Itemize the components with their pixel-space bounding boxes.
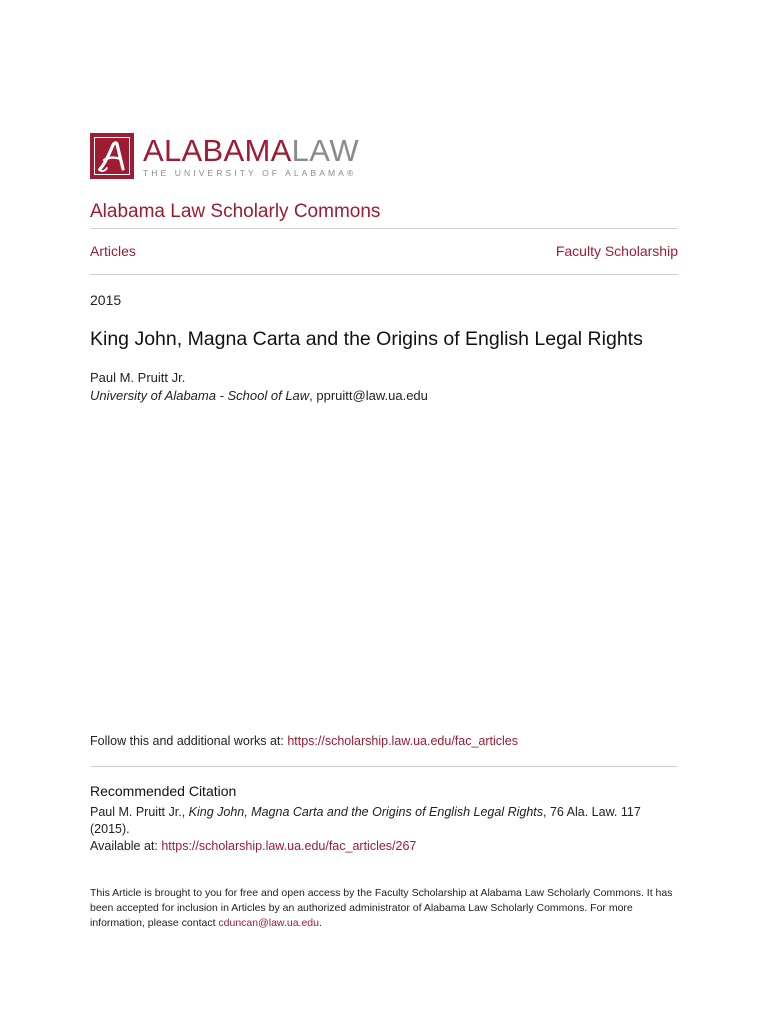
author-name: Paul M. Pruitt Jr.	[90, 370, 186, 385]
citation-title: King John, Magna Carta and the Origins of English Legal Rights	[188, 805, 544, 819]
citation-source: , 76 Ala. Law. 117 (2015).	[90, 805, 641, 836]
repository-name-link[interactable]: Alabama Law Scholarly Commons	[90, 201, 381, 222]
script-a-icon	[90, 133, 134, 179]
author-affiliation	[90, 388, 428, 403]
available-at-label: Available at:	[90, 839, 162, 853]
breadcrumb-faculty-scholarship-link[interactable]: Faculty Scholarship	[555, 243, 678, 259]
follow-text: Follow this and additional works at:	[90, 734, 288, 748]
access-notice	[90, 886, 680, 931]
citation-author: Paul M. Pruitt Jr.,	[90, 805, 189, 819]
logo-subtitle: THE UNIVERSITY OF ALABAMA®	[143, 168, 357, 178]
contact-email-link[interactable]: cduncan@law.ua.edu	[218, 917, 319, 929]
access-notice-end: .	[318, 917, 322, 929]
divider	[90, 766, 678, 767]
recommended-citation-heading: Recommended Citation	[90, 783, 237, 799]
breadcrumb-articles-link[interactable]: Articles	[90, 243, 136, 259]
publication-year: 2015	[90, 292, 122, 308]
citation-block	[90, 804, 680, 855]
logo-word-alabama: ALABAMA	[143, 133, 292, 168]
follow-url-link[interactable]: https://scholarship.law.ua.edu/fac_articles	[287, 734, 519, 748]
article-title: King John, Magna Carta and the Origins of English Legal Rights	[90, 328, 643, 350]
follow-line	[90, 734, 518, 748]
access-notice-text: This Article is brought to you for free and open access by the Faculty Scholarship at Alabama Law Scholarly Commons. It has been accepted for inclusion in Articles by an authorized administrator of Alabama Law Scholarly Commons. For more information, please contact	[90, 887, 673, 929]
author-email: , ppruitt@law.ua.edu	[309, 388, 428, 403]
alabama-law-logo	[90, 133, 359, 181]
affiliation-name: University of Alabama - School of Law	[90, 388, 310, 403]
logo-word-law: LAW	[291, 133, 360, 168]
available-at-url-link[interactable]: https://scholarship.law.ua.edu/fac_articles/267	[161, 839, 417, 853]
divider	[90, 228, 678, 229]
divider	[90, 274, 678, 275]
